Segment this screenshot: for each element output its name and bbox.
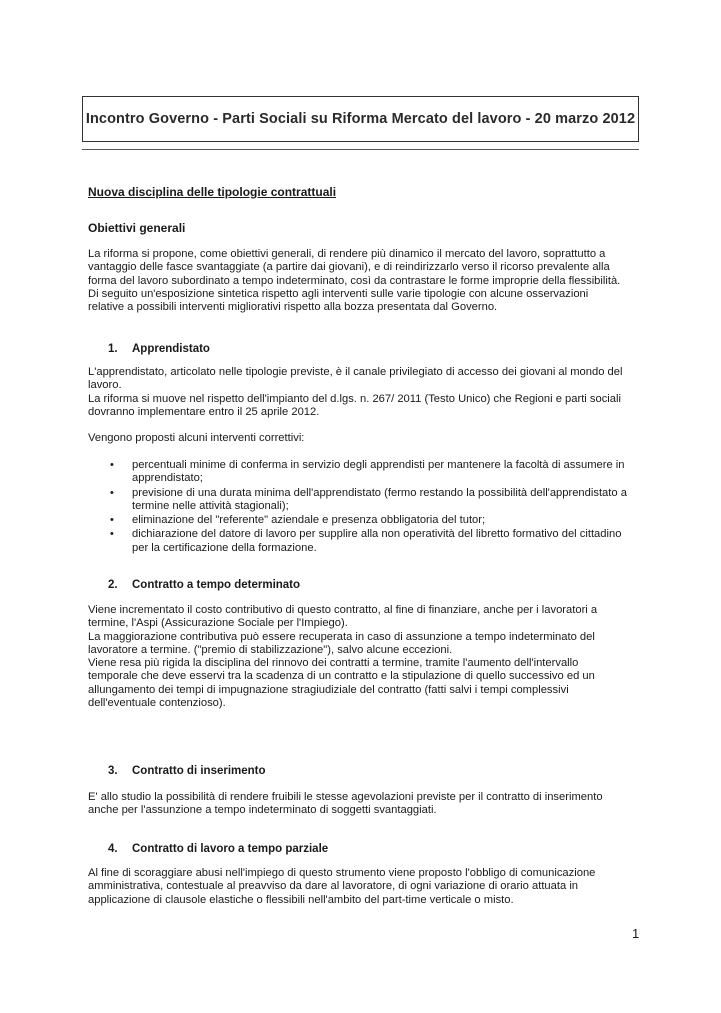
text-line: termine, l'Aspi (Assicurazione Sociale per l'Impiego).	[88, 617, 348, 630]
text-line: anche per l'assunzione a tempo indeterminato di soggetti svantaggiati.	[88, 804, 437, 817]
objectives-heading: Obiettivi generali	[88, 221, 186, 235]
text-line: dell'eventuale contenzioso).	[88, 697, 226, 710]
section-2-paragraph	[88, 604, 640, 710]
text-line: La maggiorazione contributiva può essere recuperata in caso di assunzione a tempo indeterminato del	[88, 630, 595, 643]
list-item: • previsione di una durata minima dell'apprendistato (fermo restando la possibilità dell'apprendistato a termine nelle attività stagionali);	[110, 486, 627, 512]
text-line: L'apprendistato, articolato nelle tipologie previste, è il canale privilegiato di accesso dei giovani al mondo del	[88, 366, 623, 378]
bullet-icon: •	[110, 528, 114, 541]
section-title: Nuova disciplina delle tipologie contrattuali	[88, 185, 337, 199]
text-line: temporale che deve esservi tra la scadenza di un contratto e la stipulazione di quello successivo ed un	[88, 670, 595, 683]
text-line: Viene incrementato il costo contributivo di questo contratto, al fine di finanziare, anche per i lavoratori a	[88, 604, 598, 616]
section-1-intro: Vengono proposti alcuni interventi correttivi:	[88, 432, 305, 444]
list-item: • percentuali minime di conferma in servizio degli apprendisti per mantenere la facoltà di assumere in apprendistato;	[110, 459, 625, 485]
list-item: • dichiarazione del datore di lavoro per supplire alla non operatività del libretto formativo del cittadino per la certificazione della formazione.	[110, 528, 622, 554]
section-heading-text: Apprendistato	[132, 343, 210, 355]
page-number: 1	[632, 926, 640, 941]
text-line: applicazione di clausole elastiche o flessibili nell'ambito del part-time verticale o misto.	[88, 893, 514, 906]
bullet-icon: •	[110, 514, 114, 527]
section-heading-text: Contratto a tempo determinato	[132, 579, 301, 591]
text-line: lavoratore a termine. ("premio di stabilizzazione"), salvo alcune eccezioni.	[88, 643, 453, 656]
section-heading-text: Contratto di lavoro a tempo parziale	[132, 843, 329, 855]
section-1-heading	[108, 343, 210, 355]
corrective-measures-list	[104, 459, 640, 556]
section-heading-text: Contratto di inserimento	[132, 765, 266, 777]
header-title-box	[82, 96, 639, 142]
section-3-paragraph	[88, 791, 640, 818]
section-2-heading	[108, 579, 300, 591]
section-number: 1.	[108, 343, 118, 355]
text-line: relative a possibili interventi migliorativi rispetto alla bozza presentata dal Governo.	[88, 301, 498, 314]
text-line: Viene resa più rigida la disciplina del rinnovo dei contratti a termine, tramite l'aumento dell'intervallo	[88, 657, 579, 670]
bullet-icon: •	[110, 459, 114, 471]
section-1-paragraph	[88, 366, 640, 419]
text-line: La riforma si propone, come obiettivi generali, di rendere più dinamico il mercato del lavoro, soprattutto a	[88, 248, 606, 260]
objectives-paragraph	[88, 248, 640, 314]
text-line: amministrativa, contestuale al preavviso da dare al lavoratore, di ogni variazione di orario attuata in	[88, 880, 579, 893]
section-number: 3.	[108, 765, 118, 777]
section-number: 4.	[108, 843, 118, 855]
text-line: E' allo studio la possibilità di rendere fruibili le stesse agevolazioni previste per il contratto di inserimento	[88, 791, 603, 803]
section-number: 2.	[108, 579, 118, 591]
header-rule	[82, 149, 639, 150]
text-line: forma del lavoro subordinato a tempo indeterminato, così da contrastare le forme improprie della flessibilità.	[88, 274, 621, 287]
bullet-icon: •	[110, 486, 114, 499]
header-title: Incontro Governo - Parti Sociali su Riforma Mercato del lavoro - 20 marzo 2012	[85, 111, 636, 127]
text-line: allungamento dei tempi di impugnazione stragiudiziale del contratto (fatti salvi i tempi complessivi	[88, 683, 569, 696]
section-4-paragraph	[88, 867, 640, 907]
text-line: lavoro.	[88, 379, 122, 392]
section-4-heading	[108, 843, 328, 855]
text-line: Di seguito un'esposizione sintetica rispetto agli interventi sulle varie tipologie con alcune osservazioni	[88, 287, 589, 300]
list-item: • eliminazione del "referente" aziendale e presenza obbligatoria del tutor;	[110, 514, 486, 527]
text-line: La riforma si muove nel rispetto dell'impianto del d.lgs. n. 267/ 2011 (Testo Unico) che Regioni e parti sociali	[88, 392, 621, 405]
text-line: Al fine di scoraggiare abusi nell'impiego di questo strumento viene proposto l'obbligo di comunicazione	[88, 867, 596, 879]
section-3-heading	[108, 765, 266, 777]
text-line: dovranno implementare entro il 25 aprile 2012.	[88, 405, 320, 418]
text-line: vantaggio delle fasce svantaggiate (a partire dai giovani), e di reindirizzarlo verso il ricorso prevalente alla	[88, 261, 610, 274]
